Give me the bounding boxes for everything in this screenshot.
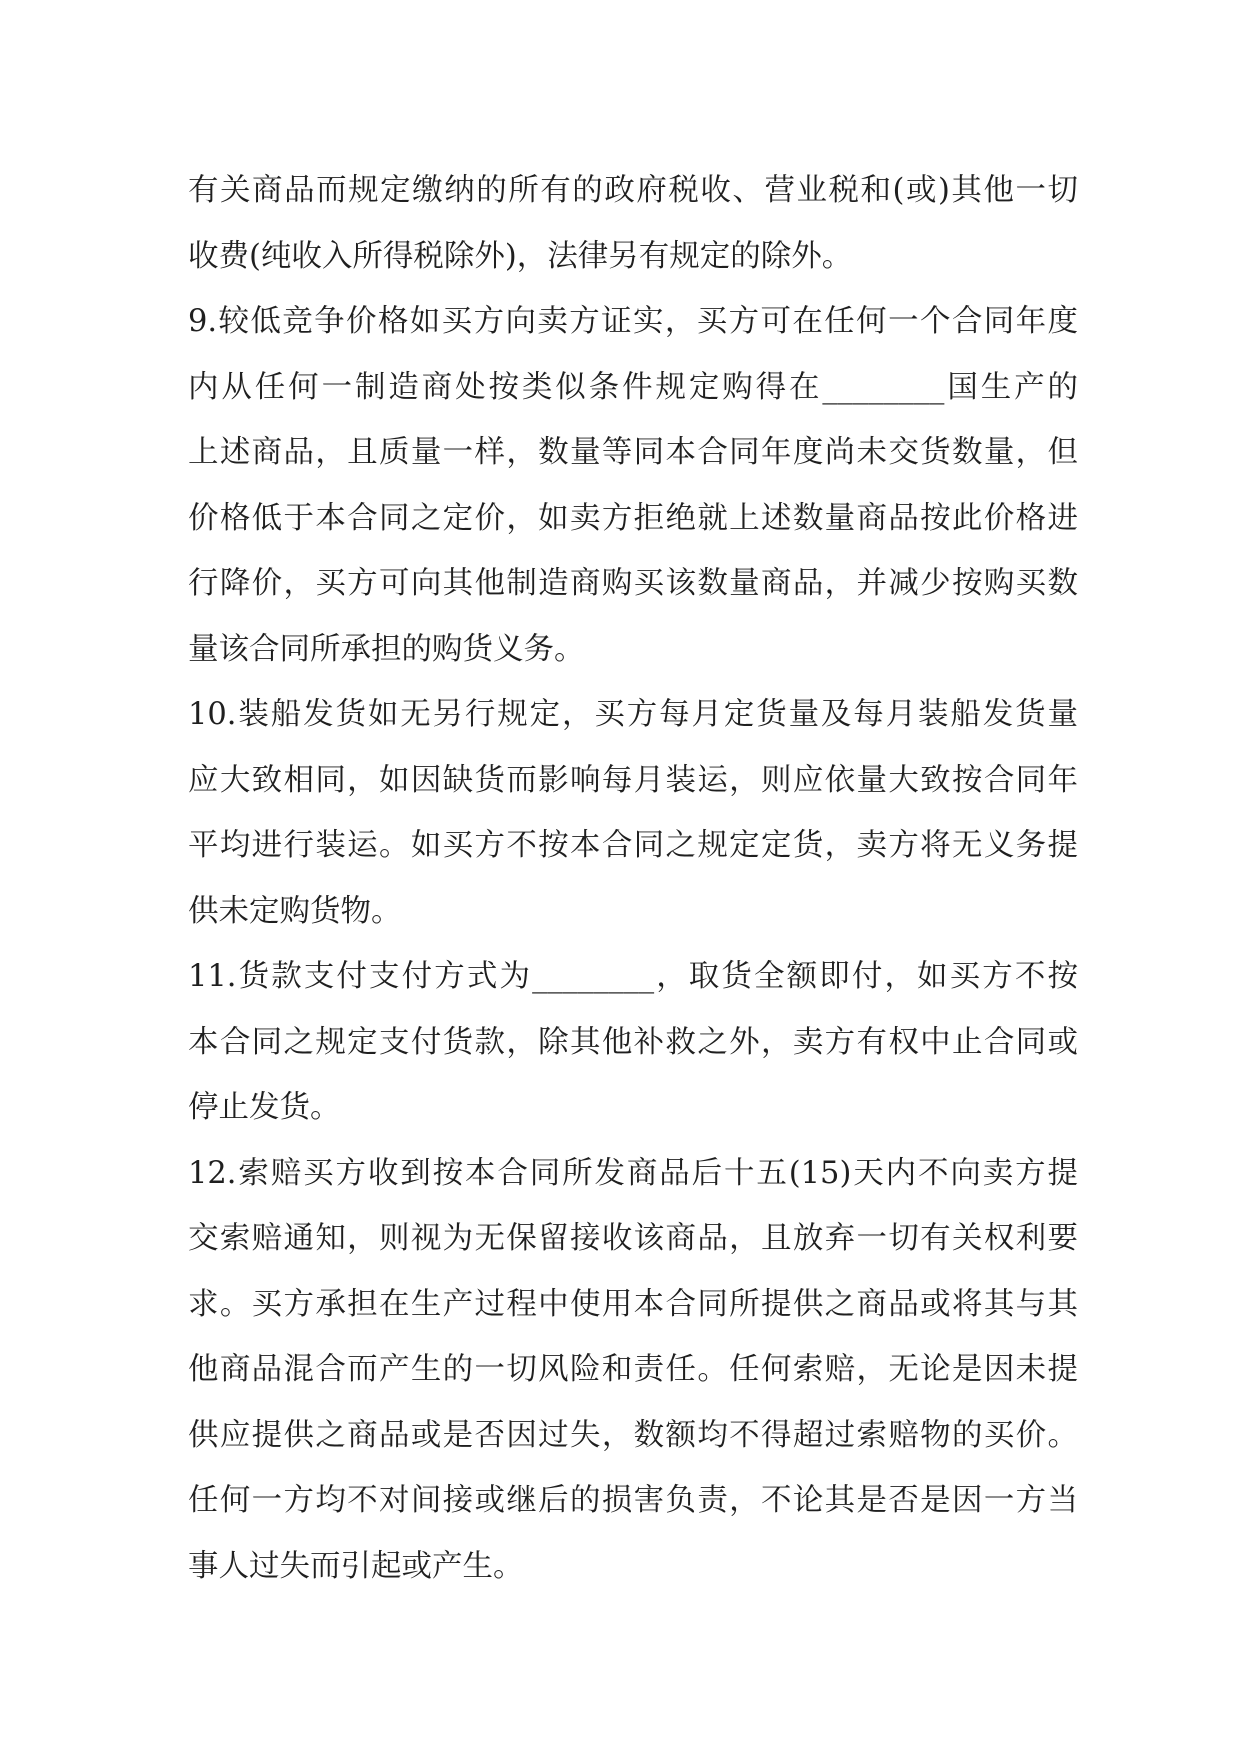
text-line: 有关商品而规定缴纳的所有的政府税收、营业税和(或)其他一切 xyxy=(188,173,1078,208)
text-line: 事人过失而引起或产生。 xyxy=(188,1548,524,1584)
text-line: 平均进行装运。如买方不按本合同之规定定货，卖方将无义务提 xyxy=(188,828,1078,863)
text-line: 他商品混合而产生的一切风险和责任。任何索赔，无论是因未提 xyxy=(188,1352,1078,1387)
text-line: 任何一方均不对间接或继后的损害负责，不论其是否是因一方当 xyxy=(188,1483,1078,1518)
text-line: 12.索赔买方收到按本合同所发商品后十五(15)天内不向卖方提 xyxy=(188,1155,1078,1191)
text-line: 应大致相同，如因缺货而影响每月装运，则应依量大致按合同年 xyxy=(188,762,1078,798)
text-line: 本合同之规定支付货款，除其他补救之外，卖方有权中止合同或 xyxy=(188,1024,1078,1060)
text-line: 内从任何一制造商处按类似条件规定购得在________国生产的 xyxy=(188,369,1078,405)
text-line: 行降价，买方可向其他制造商购买该数量商品，并减少按购买数 xyxy=(188,566,1078,601)
text-line: 停止发货。 xyxy=(188,1090,341,1125)
text-line: 求。买方承担在生产过程中使用本合同所提供之商品或将其与其 xyxy=(188,1286,1078,1322)
text-line: 收费(纯收入所得税除外)，法律另有规定的除外。 xyxy=(188,238,853,274)
text-line: 供应提供之商品或是否因过失，数额均不得超过索赔物的买价。 xyxy=(188,1417,1078,1453)
text-line: 供未定购货物。 xyxy=(188,893,402,929)
text-line: 10.装船发货如无另行规定，买方每月定货量及每月装船发货量 xyxy=(188,697,1078,732)
text-line: 价格低于本合同之定价，如卖方拒绝就上述数量商品按此价格进 xyxy=(188,500,1078,536)
text-line: 9.较低竞争价格如买方向卖方证实，买方可在任何一个合同年度 xyxy=(188,304,1078,339)
text-line: 交索赔通知，则视为无保留接收该商品，且放弃一切有关权利要 xyxy=(188,1221,1078,1256)
text-line: 上述商品，且质量一样，数量等同本合同年度尚未交货数量，但 xyxy=(188,435,1078,470)
contract-text-block xyxy=(188,158,1078,1599)
text-line: 11.货款支付支付方式为________，取货全额即付，如买方不按 xyxy=(188,959,1078,994)
text-line: 量该合同所承担的购货义务。 xyxy=(188,631,585,667)
